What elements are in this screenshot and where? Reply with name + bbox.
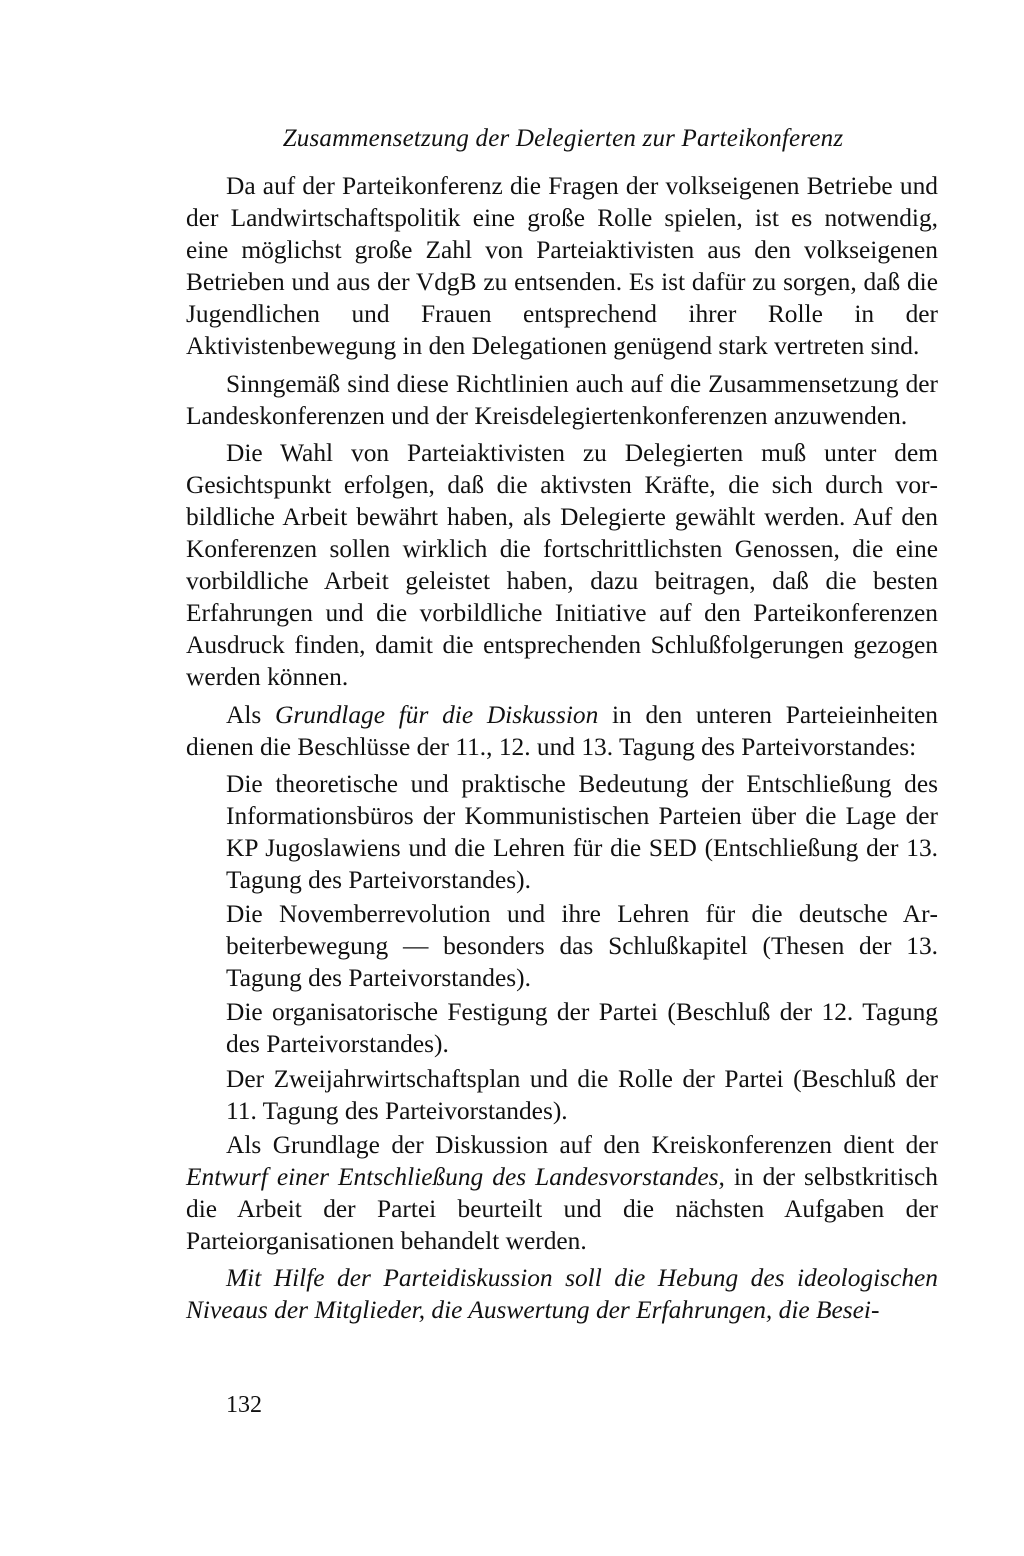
list-item: Die organisatorische Festigung der Partei (Beschluß der 12. Tagung des Parteivorstandes).: [226, 998, 938, 1059]
paragraph: [186, 699, 938, 763]
section-heading: Zusammensetzung der Delegierten zur Parteikonferenz: [282, 125, 844, 152]
paragraph: [186, 1129, 938, 1257]
text-run: Als Grundlage der Diskussion auf den Kreiskonferenzen dient der: [226, 1130, 938, 1159]
paragraph: Mit Hilfe der Parteidiskussion soll die Hebung des ideologischen Niveaus der Mitglieder, die Auswertung der Erfahrungen, die Besei-: [186, 1264, 938, 1325]
italic-text-run: Entwurf einer Entschließung des Landesvorstandes,: [186, 1162, 725, 1191]
text-run: Als: [226, 700, 275, 729]
list-item: Der Zweijahrwirtschaftsplan und die Rolle der Partei (Beschluß der 11. Tagung des Parteivorstandes).: [226, 1064, 938, 1125]
text-run: in der selbstkritisch die Arbeit der Partei beurteilt und die nächsten Aufgaben der Parteiorganisationen behandelt werden.: [186, 1162, 938, 1255]
text-run: in den unteren Parteieinheiten dienen die Beschlüsse der 11., 12. und 13. Tagung des Parteivorstandes:: [186, 700, 938, 761]
paragraph: Die Wahl von Parteiaktivisten zu Delegierten muß unter dem Gesichtspunkt erfolgen, daß die aktivsten Kräfte, die sich durch vorbildliche Arbeit bewährt haben, als Delegierte gewählt werden. Auf den Konferenzen sollen wirklich die fortschrittlichsten Genossen, die eine vorbildliche Arbeit geleistet haben, dazu beitragen, daß die besten Erfahrungen und die vorbildliche Initiative auf den Parteikonferenzen Ausdruck finden, damit die entsprechenden Schlußfolgerungen gezogen werden können.: [186, 438, 938, 692]
paragraph: Da auf der Parteikonferenz die Fragen der volkseigenen Betriebe und der Landwirtschaftspolitik eine große Rolle spielen, ist es notwendig, eine möglichst große Zahl von Parteiaktivisten aus den volkseigenen Betrieben und aus der VdgB zu entsenden. Es ist dafür zu sorgen, daß die Jugendlichen und Frauen entsprechend ihrer Rolle in der Aktivistenbewegung in den Delegationen genügend stark vertreten sind.: [186, 172, 938, 361]
page-number: 132: [226, 1392, 262, 1418]
italic-text-run: Grundlage für die Diskussion: [275, 700, 599, 729]
paragraph: Sinngemäß sind diese Richtlinien auch auf die Zusammensetzung der Landeskonferenzen und der Kreisdelegiertenkonferenzen anzuwenden.: [186, 369, 938, 430]
list-item: Die theoretische und praktische Bedeutung der Entschließung des Informationsbüros der Kommunistischen Parteien über die Lage der KP Jugoslawiens und die Lehren für die SED (Entschließung der 13. Tagung des Parteivorstandes).: [226, 769, 938, 894]
list-item: Die Novemberrevolution und ihre Lehren für die deutsche Arbeiterbewegung — besonders das Schlußkapitel (Thesen der 13. Tagung des Parteivorstandes).: [226, 900, 938, 993]
body-text: [186, 170, 938, 1331]
